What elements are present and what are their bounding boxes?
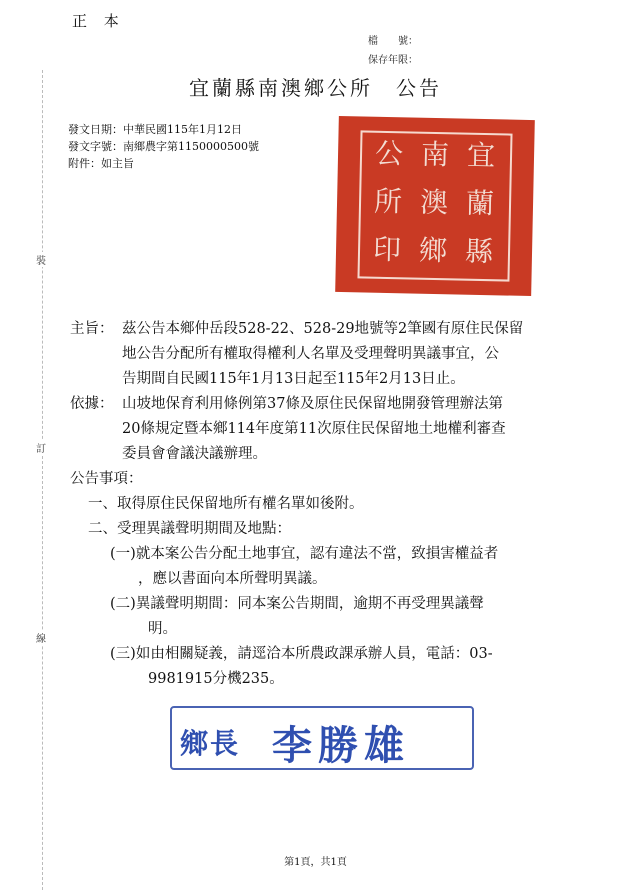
subject-line: 地公告分配所有權取得權利人名單及受理聲明異議事宜，公	[122, 346, 499, 362]
notice-label: 公告事項：	[70, 471, 143, 487]
notice-subitem-2-cont: 明。	[148, 621, 177, 637]
seal-glyph: 蘭	[465, 186, 495, 221]
notice-item-2: 二、受理異議聲明期間及地點：	[88, 521, 291, 537]
basis-line: 山坡地保育利用條例第37條及原住民保留地開發管理辦法第	[122, 396, 503, 412]
subject-line: 告期間自民國115年1月13日起至115年2月13日止。	[122, 371, 465, 387]
document-number: 發文字號：南鄉農字第1150000500號	[68, 140, 259, 153]
file-number-label: 檔 號：	[368, 36, 418, 47]
seal-glyph: 南	[420, 137, 450, 172]
issue-date: 發文日期：中華民國115年1月12日	[68, 123, 242, 136]
signature-title: 鄉長	[180, 727, 241, 760]
subject-label: 主旨：	[70, 321, 114, 337]
official-seal	[335, 116, 535, 296]
notice-subitem-1-cont: ，應以書面向本所聲明異議。	[138, 571, 327, 587]
basis-line: 20條規定暨本鄉114年度第11次原住民保留地土地權利審查	[122, 421, 506, 437]
seal-glyph: 印	[372, 232, 402, 267]
seal-glyph: 鄉	[418, 233, 448, 268]
subject-line: 茲公告本鄉仲岳段528-22、528-29地號等2筆國有原住民保留	[122, 321, 524, 337]
basis-label: 依據：	[70, 396, 114, 412]
page-number: 第1頁，共1頁	[284, 857, 347, 868]
retention-label: 保存年限：	[368, 55, 418, 66]
seal-glyph: 公	[374, 136, 404, 171]
notice-item-1: 一、取得原住民保留地所有權名單如後附。	[88, 496, 364, 512]
gutter-mark-1: 裝	[36, 252, 46, 267]
signature-name: 李勝雄	[272, 722, 410, 769]
gutter-mark-2: 訂	[36, 440, 46, 455]
binding-line	[42, 70, 43, 890]
seal-glyph: 縣	[464, 234, 494, 269]
gutter-mark-3: 線	[36, 630, 46, 645]
seal-glyph: 澳	[419, 185, 449, 220]
seal-glyph: 宜	[466, 138, 496, 173]
basis-line: 委員會會議決議辦理。	[122, 446, 267, 462]
notice-subitem-3: (三)如由相關疑義，請逕洽本所農政課承辦人員，電話：03-	[110, 646, 493, 662]
signature-stamp	[170, 706, 474, 770]
notice-subitem-3-cont: 9981915分機235。	[148, 671, 284, 687]
document-title: 宜蘭縣南澳鄉公所 公告	[189, 76, 442, 100]
seal-glyph: 所	[373, 184, 403, 219]
notice-subitem-2: (二)異議聲明期間：同本案公告期間，逾期不再受理異議聲	[110, 596, 484, 612]
copy-type-label: 正 本	[72, 12, 125, 30]
notice-subitem-1: (一)就本案公告分配土地事宜，認有違法不當，致損害權益者	[110, 546, 499, 562]
attachment: 附件：如主旨	[68, 157, 134, 170]
